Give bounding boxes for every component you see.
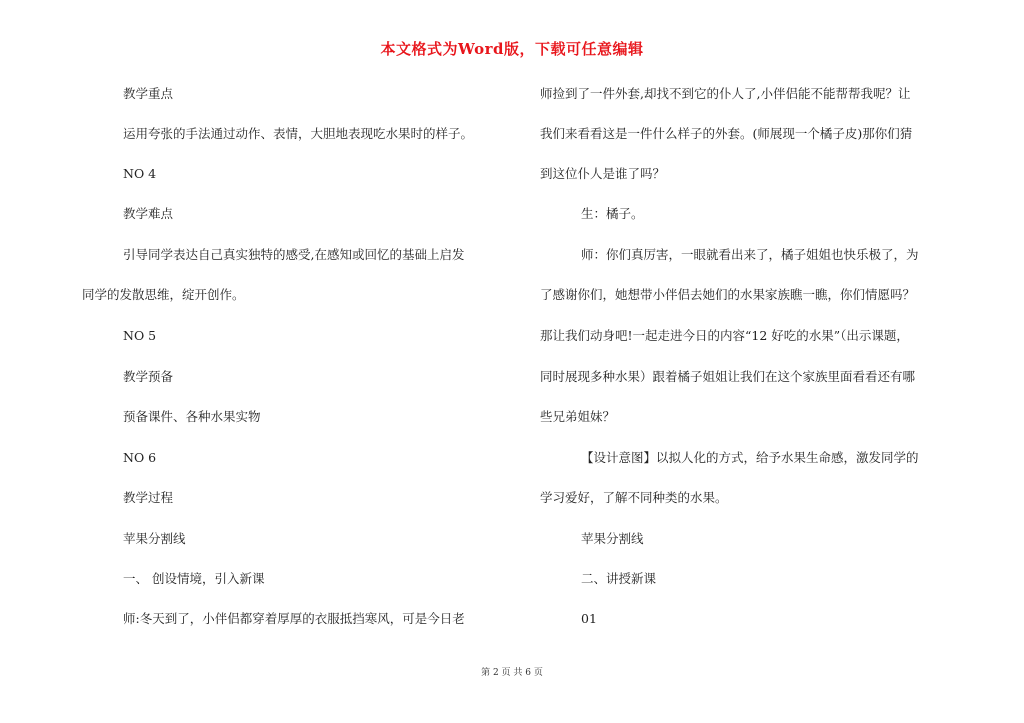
- format-banner: 本文格式为Word版，下载可任意编辑: [380, 40, 644, 58]
- paragraph-line: 师捡到了一件外套,却找不到它的仆人了,小伴侣能不能帮帮我呢？让: [540, 86, 911, 101]
- paragraph-teacher-line: 师:冬天到了，小伴侣都穿着厚厚的衣服抵挡寒风，可是今日老: [123, 611, 465, 626]
- paragraph-line: 我们来看看这是一件什么样子的外套。(师展现一个橘子皮)那你们猜: [540, 126, 913, 141]
- section-number: NO 4: [123, 166, 157, 181]
- divider-label: 苹果分割线: [123, 531, 186, 546]
- divider-label: 苹果分割线: [581, 531, 644, 546]
- paragraph-line: 同时展现多种水果）跟着橘子姐姐让我们在这个家族里面看看还有哪: [540, 369, 916, 384]
- paragraph-line: 些兄弟姐妹？: [540, 409, 616, 424]
- heading-teaching-prep: 教学预备: [123, 369, 174, 384]
- paragraph-line: 那让我们动身吧!一起走进今日的内容“12 好吃的水果”（出示课题，: [540, 328, 909, 343]
- section-number: NO 6: [123, 450, 157, 465]
- subheading-new-lesson: 二、讲授新课: [581, 571, 657, 586]
- paragraph-line: 师：你们真厉害，一眼就看出来了，橘子姐姐也快乐极了，为: [581, 247, 919, 262]
- design-intent-line2: 学习爱好，了解不同种类的水果。: [540, 490, 728, 505]
- paragraph-focus-body: 运用夸张的手法通过动作、表情，大胆地表现吃水果时的样子。: [123, 126, 474, 141]
- paragraph-difficulty-line1: 引导同学表达自己真实独特的感受,在感知或回忆的基础上启发: [123, 247, 465, 262]
- paragraph-prep-body: 预备课件、各种水果实物: [123, 409, 261, 424]
- student-answer: 生：橘子。: [581, 206, 644, 221]
- subheading-intro: 一、 创设情境，引入新课: [123, 571, 265, 586]
- heading-teaching-process: 教学过程: [123, 490, 174, 505]
- paragraph-difficulty-line2: 同学的发散思维，绽开创作。: [82, 287, 245, 302]
- heading-teaching-focus: 教学重点: [123, 86, 174, 101]
- heading-teaching-difficulty: 教学难点: [123, 206, 174, 221]
- section-number: 01: [581, 611, 597, 626]
- paragraph-line: 了感谢你们，她想带小伴侣去她们的水果家族瞧一瞧，你们情愿吗？: [540, 287, 916, 302]
- design-intent-line1: 【设计意图】以拟人化的方式，给予水果生命感，激发同学的: [581, 450, 919, 465]
- paragraph-line: 到这位仆人是谁了吗？: [540, 166, 666, 181]
- section-number: NO 5: [123, 328, 157, 343]
- page-footer: 第 2 页 共 6 页: [481, 668, 543, 678]
